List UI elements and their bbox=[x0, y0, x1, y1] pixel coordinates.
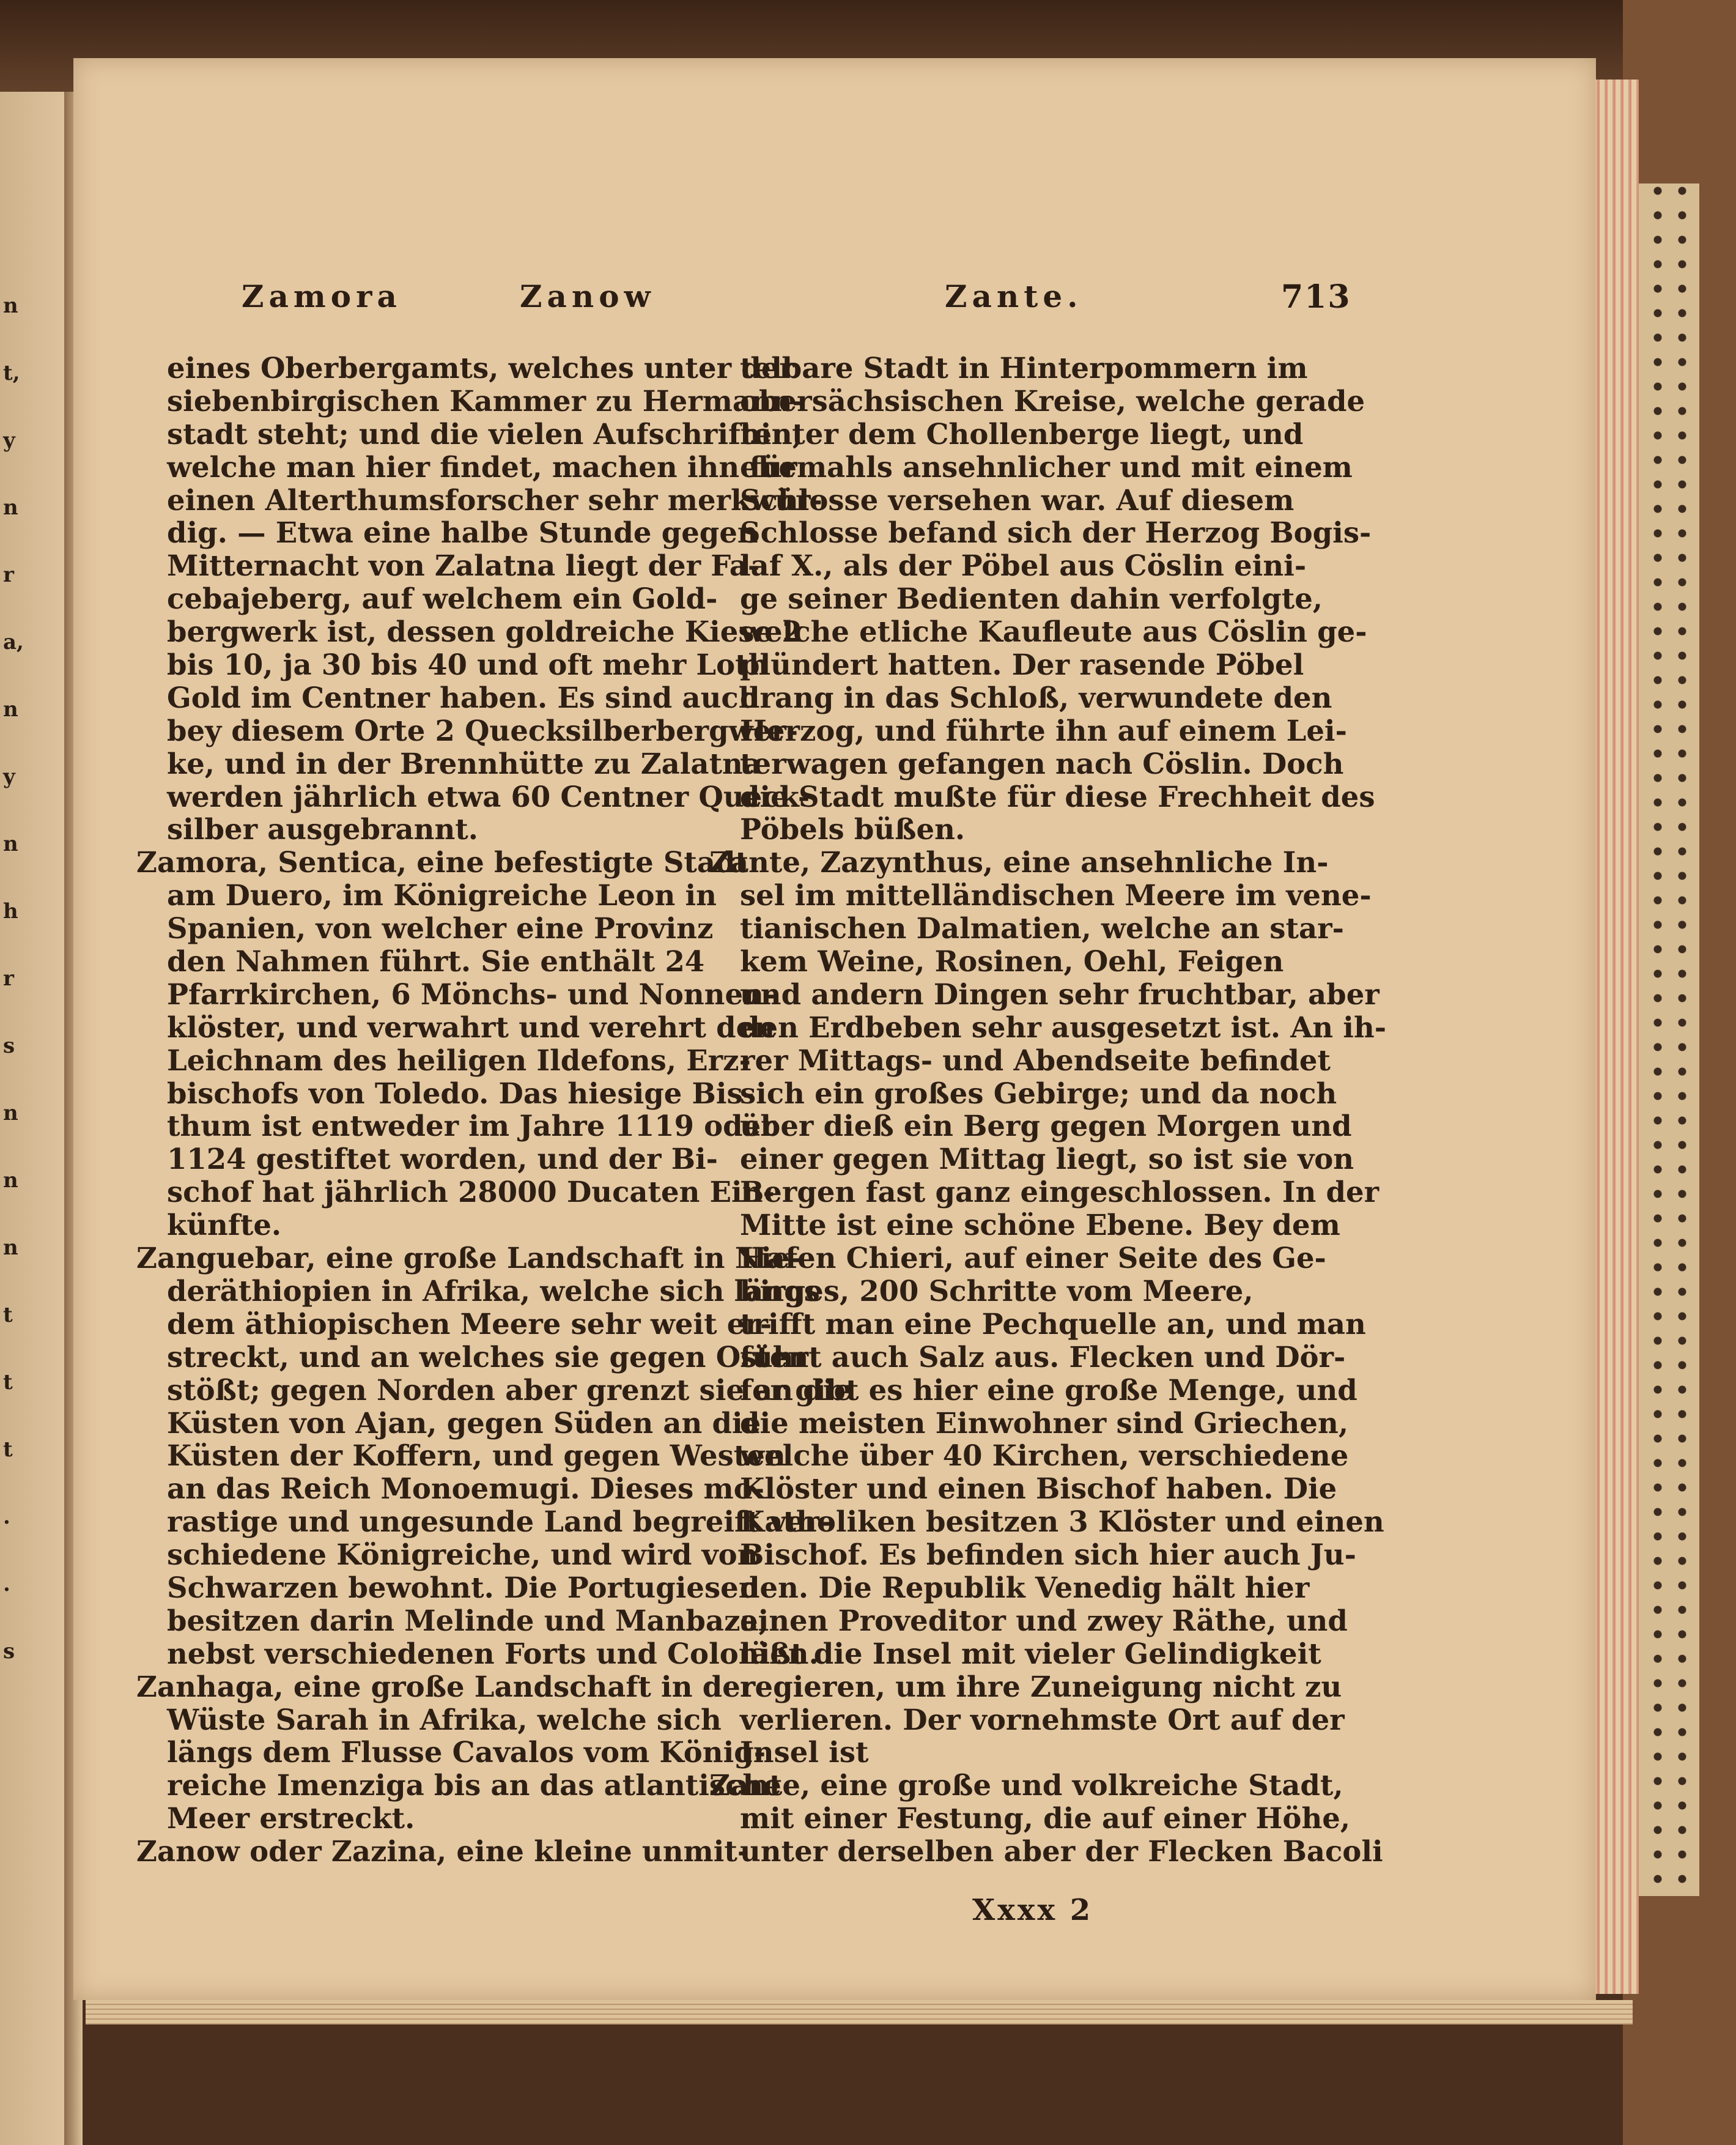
running-header bbox=[73, 278, 1596, 333]
text-line: trifft man eine Pechquelle an, und man bbox=[740, 1306, 1366, 1341]
text-line: mit einer Festung, die auf einer Höhe, bbox=[740, 1801, 1351, 1836]
text-line: plündert hatten. Der rasende Pöbel bbox=[740, 648, 1304, 682]
text-line: nebst verschiedenen Forts und Colonien. bbox=[167, 1636, 819, 1670]
previous-page-fragment: y bbox=[3, 428, 15, 453]
previous-page-fragment: n bbox=[3, 1236, 18, 1260]
previous-page-fragment: h bbox=[3, 899, 18, 924]
text-line: den. Die Republik Venedig hält hier bbox=[740, 1570, 1310, 1604]
text-line: einen Proveditor und zwey Räthe, und bbox=[740, 1603, 1348, 1637]
text-line: werden jährlich etwa 60 Centner Queck- bbox=[167, 779, 810, 813]
text-line: Zanow oder Zazina, eine kleine unmit- bbox=[136, 1834, 750, 1869]
text-line: den Erdbeben sehr ausgesetzt ist. An ih- bbox=[740, 1010, 1387, 1044]
text-line: deräthiopien in Afrika, welche sich längs bbox=[167, 1273, 820, 1308]
text-line: Pfarrkirchen, 6 Mönchs- und Nonnen- bbox=[167, 977, 776, 1011]
text-line: Mitternacht von Zalatna liegt der Fa- bbox=[167, 549, 760, 583]
text-line: silber ausgebrannt. bbox=[167, 812, 478, 847]
text-line: bischofs von Toledo. Das hiesige Bis- bbox=[167, 1076, 755, 1110]
previous-page-fragment: s bbox=[3, 1639, 15, 1664]
text-line: Schwarzen bewohnt. Die Portugiesen bbox=[167, 1570, 759, 1604]
text-line: Pöbels büßen. bbox=[740, 812, 966, 847]
text-line: am Duero, im Königreiche Leon in bbox=[167, 878, 717, 913]
text-line: streckt, und an welches sie gegen Osten bbox=[167, 1339, 809, 1374]
text-line: welche etliche Kaufleute aus Cöslin ge- bbox=[740, 615, 1367, 649]
text-line: eines Oberbergamts, welches unter der bbox=[167, 351, 794, 385]
text-line: cebajeberg, auf welchem ein Gold- bbox=[167, 582, 718, 616]
previous-page-fragment: n bbox=[3, 1101, 18, 1125]
text-line: Mitte ist eine schöne Ebene. Bey dem bbox=[740, 1208, 1340, 1242]
text-line: Klöster und einen Bischof haben. Die bbox=[740, 1472, 1337, 1506]
text-line: siebenbirgischen Kammer zu Hermann- bbox=[167, 383, 804, 418]
text-line: Küsten der Koffern, und gegen Westen bbox=[167, 1439, 786, 1473]
text-line: obersächsischen Kreise, welche gerade bbox=[740, 383, 1365, 418]
text-line: Wüste Sarah in Afrika, welche sich bbox=[167, 1702, 722, 1736]
text-line: welche über 40 Kirchen, verschiedene bbox=[740, 1439, 1349, 1473]
text-line: regieren, um ihre Zuneigung nicht zu bbox=[740, 1669, 1342, 1703]
text-line: bergwerk ist, dessen goldreiche Kiese 2 bbox=[167, 615, 802, 649]
headword-left: Zamora bbox=[242, 278, 402, 314]
headword-right: Zante. bbox=[945, 278, 1083, 314]
book-page bbox=[73, 58, 1596, 2000]
text-line: läßt die Insel mit vieler Gelindigkeit bbox=[740, 1636, 1321, 1670]
text-line: Insel ist bbox=[740, 1735, 869, 1769]
text-line: kem Weine, Rosinen, Oehl, Feigen bbox=[740, 944, 1284, 979]
text-line: den Nahmen führt. Sie enthält 24 bbox=[167, 944, 705, 979]
text-line: laf X., als der Pöbel aus Cöslin eini- bbox=[740, 549, 1307, 583]
previous-page-fragment: . bbox=[3, 1505, 10, 1529]
text-line: Bischof. Es befinden sich hier auch Ju- bbox=[740, 1538, 1356, 1572]
previous-page-fragment: s bbox=[3, 1034, 15, 1058]
text-line: schof hat jährlich 28000 Ducaten Ein- bbox=[167, 1175, 775, 1209]
text-line: Zante, Zazynthus, eine ansehnliche In- bbox=[709, 845, 1329, 880]
text-line: künfte. bbox=[167, 1208, 282, 1242]
text-line: drang in das Schloß, verwundete den bbox=[740, 680, 1332, 714]
text-line: Leichnam des heiligen Ildefons, Erz- bbox=[167, 1043, 751, 1077]
text-line: klöster, und verwahrt und verehrt den bbox=[167, 1010, 775, 1044]
text-line: Küsten von Ajan, gegen Süden an die bbox=[167, 1406, 761, 1440]
text-line: Katholiken besitzen 3 Klöster und einen bbox=[740, 1505, 1384, 1539]
page-edges-bottom bbox=[86, 2000, 1633, 2025]
page-number: 713 bbox=[1281, 278, 1351, 316]
previous-page-fragment: n bbox=[3, 1168, 18, 1193]
previous-page-fragment: r bbox=[3, 563, 14, 587]
text-line: einer gegen Mittag liegt, so ist sie von bbox=[740, 1142, 1354, 1176]
text-line: die meisten Einwohner sind Griechen, bbox=[740, 1406, 1349, 1440]
text-line: ge seiner Bedienten dahin verfolgte, bbox=[740, 582, 1323, 616]
text-line: reiche Imenziga bis an das atlantische bbox=[167, 1768, 781, 1802]
text-line: Schlosse befand sich der Herzog Bogis- bbox=[740, 516, 1372, 550]
previous-page-fragment: n bbox=[3, 697, 18, 722]
text-line: Spanien, von welcher eine Provinz bbox=[167, 911, 714, 946]
text-line: dig. — Etwa eine halbe Stunde gegen bbox=[167, 516, 758, 550]
text-line: telbare Stadt in Hinterpommern im bbox=[740, 351, 1308, 385]
text-line: fer gibt es hier eine große Menge, und bbox=[740, 1373, 1357, 1407]
text-line: Herzog, und führte ihn auf einem Lei- bbox=[740, 713, 1347, 747]
text-line: Bergen fast ganz eingeschlossen. In der bbox=[740, 1175, 1380, 1209]
previous-page-fragment: n bbox=[3, 294, 18, 318]
text-line: unter derselben aber der Flecken Bacoli bbox=[740, 1834, 1383, 1869]
text-line: besitzen darin Melinde und Manbaza, bbox=[167, 1603, 769, 1637]
text-line: verlieren. Der vornehmste Ort auf der bbox=[740, 1702, 1345, 1736]
previous-page-fragment: t, bbox=[3, 361, 20, 385]
text-line: längs dem Flusse Cavalos vom König- bbox=[167, 1735, 766, 1769]
text-line: thum ist entweder im Jahre 1119 oder bbox=[167, 1109, 776, 1143]
previous-page-fragment: a, bbox=[3, 630, 24, 654]
previous-page-fragment: y bbox=[3, 765, 15, 789]
text-line: über dieß ein Berg gegen Morgen und bbox=[740, 1109, 1352, 1143]
previous-page-fragment: t bbox=[3, 1370, 13, 1395]
previous-page-fragment: r bbox=[3, 966, 14, 991]
previous-page-fragment: t bbox=[3, 1303, 13, 1327]
text-line: Zanhaga, eine große Landschaft in der bbox=[136, 1669, 756, 1703]
text-line: sel im mittelländischen Meere im vene- bbox=[740, 878, 1372, 913]
text-line: ke, und in der Brennhütte zu Zalatna bbox=[167, 746, 761, 780]
text-line: tianischen Dalmatien, welche an star- bbox=[740, 911, 1344, 946]
previous-page-fragment: . bbox=[3, 1572, 10, 1596]
text-line: welche man hier findet, machen ihn für bbox=[167, 450, 797, 484]
text-line: Zamora, Sentica, eine befestigte Stadt bbox=[136, 845, 749, 880]
text-line: ehemahls ansehnlicher und mit einem bbox=[740, 450, 1353, 484]
previous-page-fragment: n bbox=[3, 832, 18, 856]
text-line: hinter dem Chollenberge liegt, und bbox=[740, 417, 1304, 451]
text-line: bey diesem Orte 2 Quecksilberbergwer- bbox=[167, 713, 799, 747]
text-line: stößt; gegen Norden aber grenzt sie an die bbox=[167, 1373, 852, 1407]
text-line: schiedene Königreiche, und wird von bbox=[167, 1538, 758, 1572]
text-line: stadt steht; und die vielen Aufschriften, bbox=[167, 417, 803, 451]
text-line: sich ein großes Gebirge; und da noch bbox=[740, 1076, 1337, 1110]
previous-page-fragment: t bbox=[3, 1437, 13, 1462]
right-column bbox=[709, 351, 1387, 1869]
text-line: Gold im Centner haben. Es sind auch bbox=[167, 680, 759, 714]
text-line: 1124 gestiftet worden, und der Bi- bbox=[167, 1142, 718, 1176]
text-line: Zante, eine große und volkreiche Stadt, bbox=[709, 1768, 1343, 1802]
text-line: bis 10, ja 30 bis 40 und oft mehr Loth bbox=[167, 648, 769, 682]
text-line: die Stadt mußte für diese Frechheit des bbox=[740, 779, 1375, 813]
text-line: an das Reich Monoemugi. Dieses mo- bbox=[167, 1472, 765, 1506]
text-line: führt auch Salz aus. Flecken und Dör- bbox=[740, 1339, 1346, 1374]
signature-mark: Xxxx 2 bbox=[972, 1893, 1093, 1927]
text-line: rastige und ungesunde Land begreift ver- bbox=[167, 1505, 832, 1539]
text-line: terwagen gefangen nach Cöslin. Doch bbox=[740, 746, 1344, 780]
text-line: dem äthiopischen Meere sehr weit er- bbox=[167, 1306, 772, 1341]
headword-middle: Zanow bbox=[520, 278, 656, 314]
text-line: einen Alterthumsforscher sehr merkwür- bbox=[167, 483, 822, 517]
text-line: und andern Dingen sehr fruchtbar, aber bbox=[740, 977, 1380, 1011]
text-line: Zanguebar, eine große Landschaft in Nie- bbox=[136, 1241, 802, 1275]
text-line: birges, 200 Schritte vom Meere, bbox=[740, 1273, 1254, 1308]
text-line: Schlosse versehen war. Auf diesem bbox=[740, 483, 1295, 517]
text-line: rer Mittags- und Abendseite befindet bbox=[740, 1043, 1331, 1077]
previous-page-fragment: n bbox=[3, 495, 18, 520]
text-line: Hafen Chieri, auf einer Seite des Ge- bbox=[740, 1241, 1326, 1275]
text-line: Meer erstreckt. bbox=[167, 1801, 415, 1836]
